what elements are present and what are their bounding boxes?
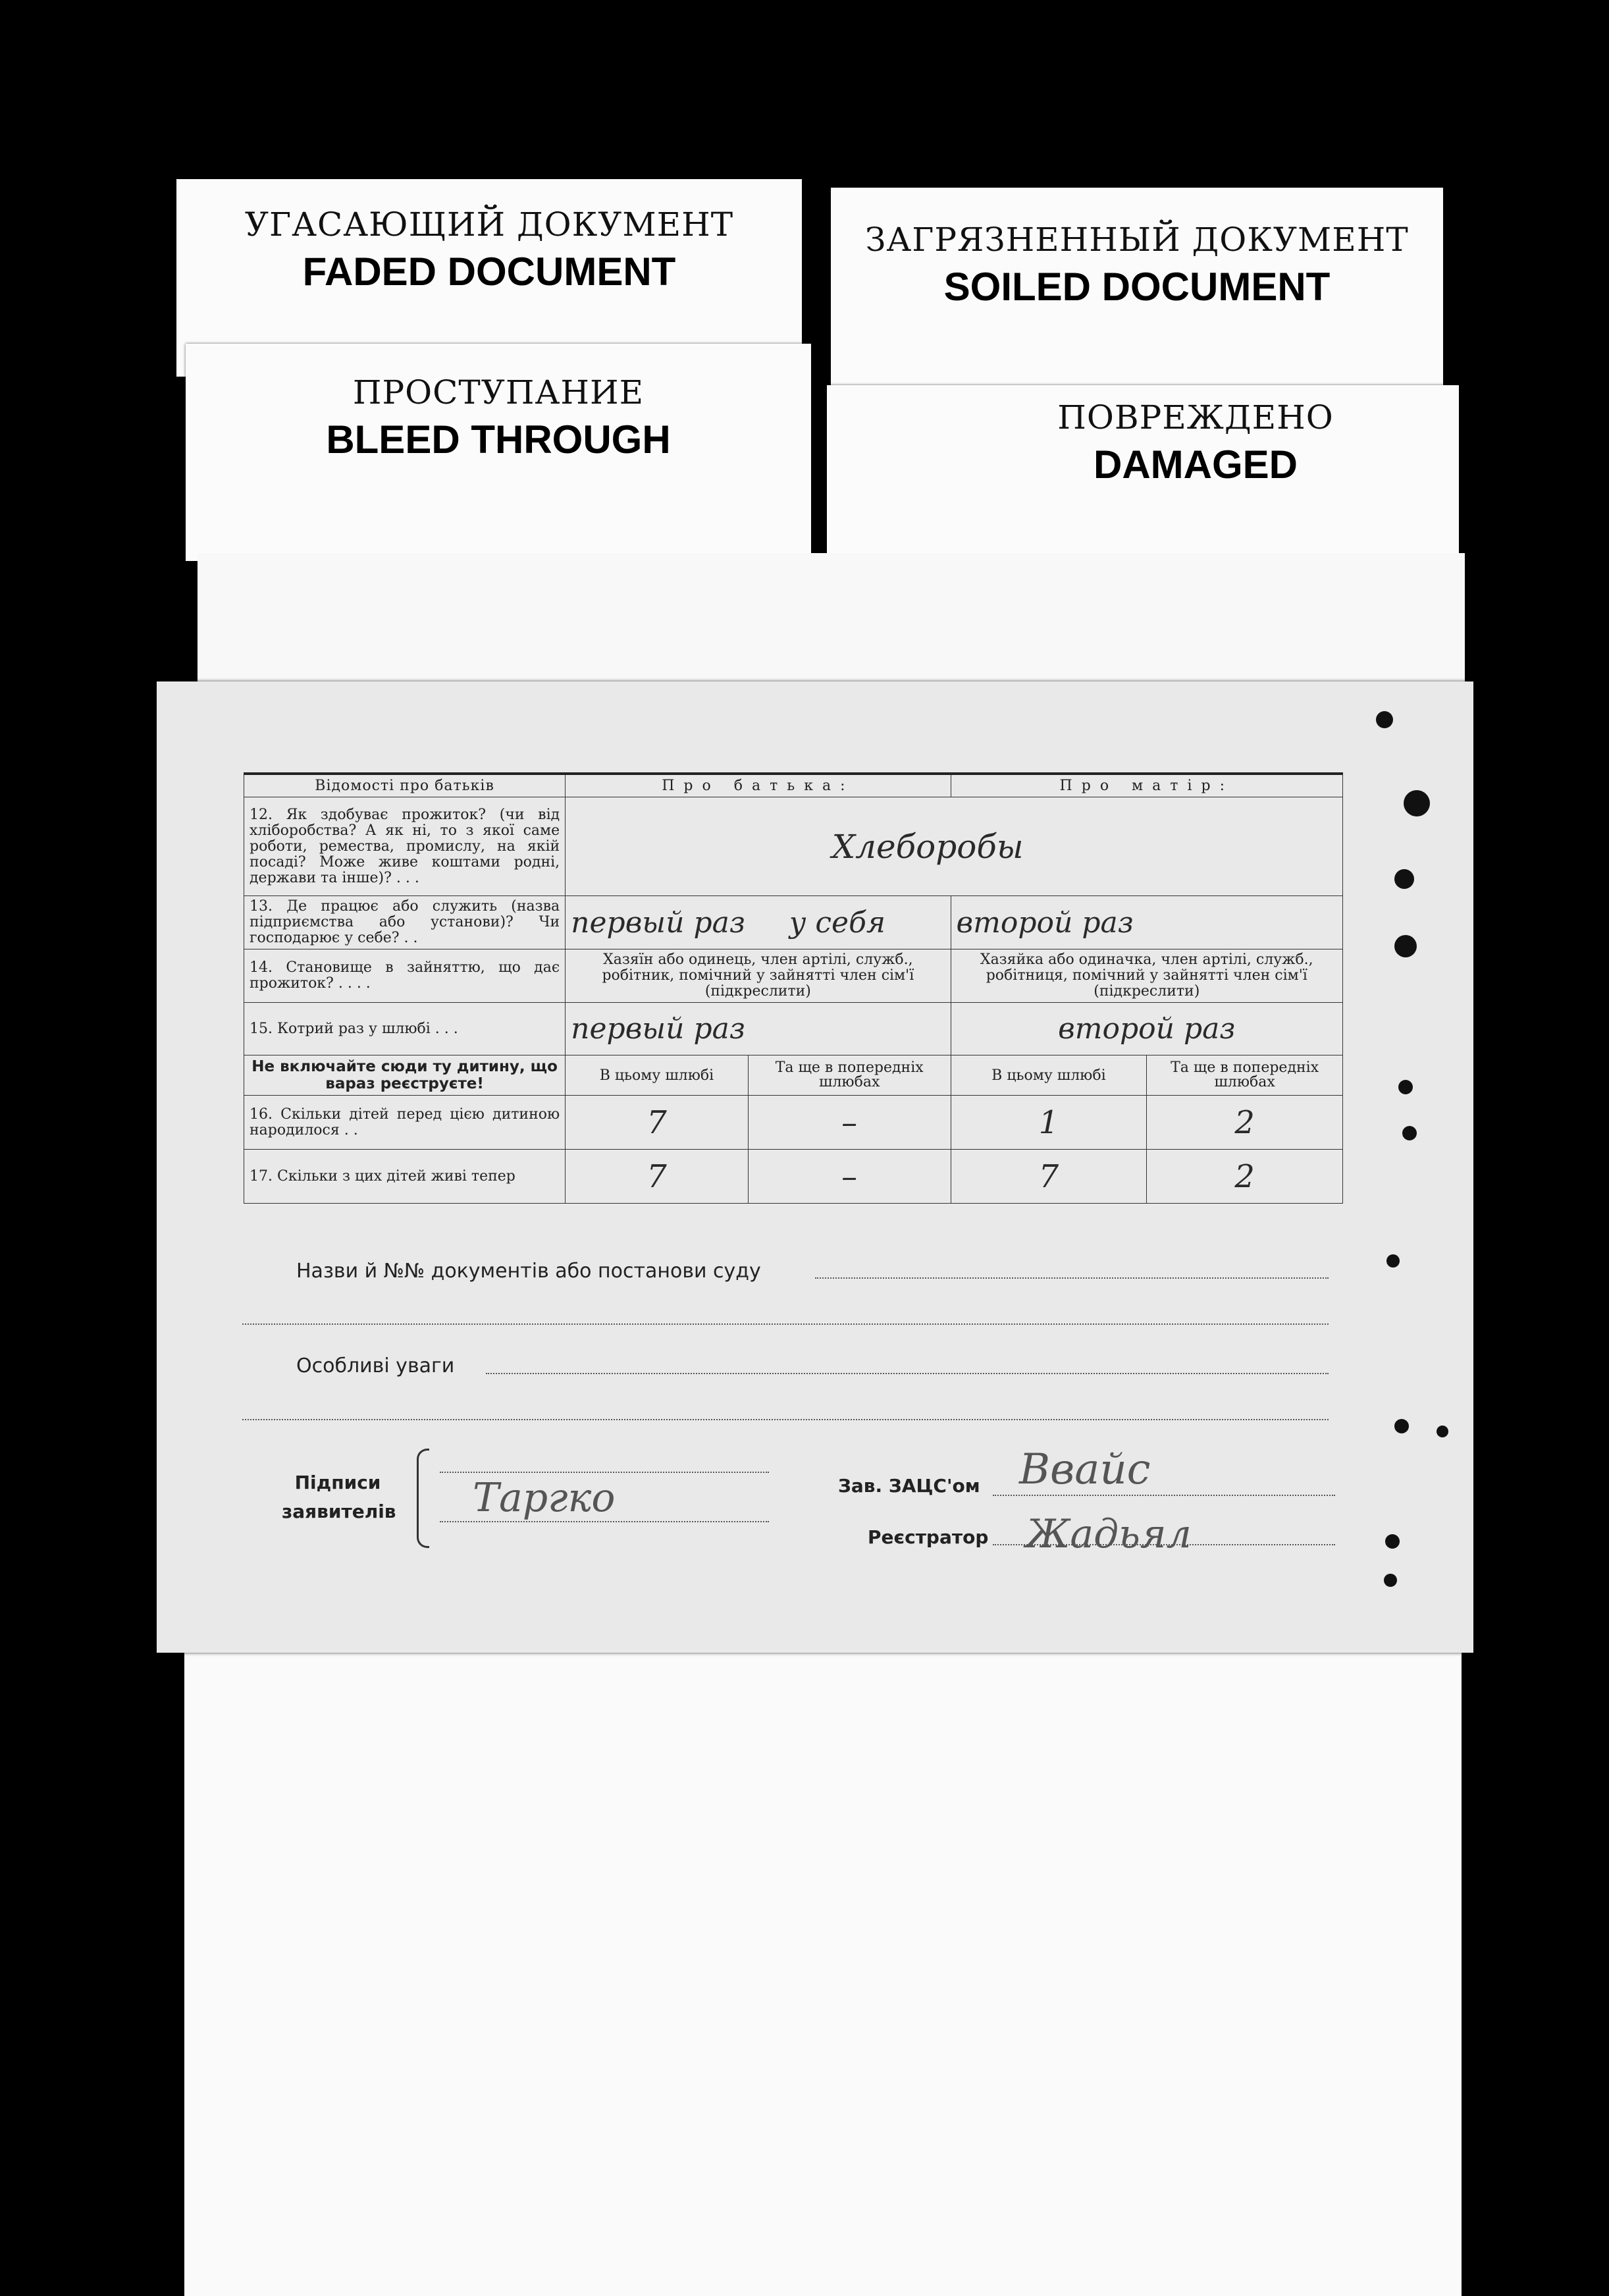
applicants-signature-label: Підписи заявителів (282, 1472, 396, 1522)
documents-line-2 (242, 1323, 1329, 1325)
applicant-sig-line-2 (440, 1521, 769, 1522)
q16-mother-this-value: 1 (1038, 1104, 1059, 1141)
answer-13-father-text: первый раз (571, 905, 745, 940)
q17-father-this-value: 7 (646, 1158, 667, 1195)
q16-mother-prev-value: 2 (1234, 1104, 1255, 1141)
q17-mother-prev (1147, 1150, 1343, 1204)
answer-14-father: Хазяїн або одинець, член артілі, служб., робітник, помічний у зайнятті член сім'ї (підкреслити) (566, 949, 951, 1003)
q17-mother-this (951, 1150, 1147, 1204)
damage-hole (1402, 1126, 1417, 1140)
answer-13-mid-text: у себя (789, 905, 886, 940)
damaged-label-en: DAMAGED (1094, 442, 1298, 487)
documents-label: Назви й №№ документів або постанови суду (296, 1260, 761, 1283)
bleed-label-ru: ПРОСТУПАНИЕ (352, 373, 645, 412)
answer-15-mother (951, 1003, 1342, 1055)
answer-15-father (566, 1003, 951, 1055)
question-17: 17. Скільки з цих дітей живі тепер (244, 1150, 566, 1204)
head-signature: Ввайс (1019, 1445, 1151, 1494)
children-col-mother-prev: Та ще в попередніх шлюбах (1147, 1055, 1343, 1096)
registration-form (157, 681, 1473, 1653)
children-col-father-prev: Та ще в попередніх шлюбах (748, 1055, 951, 1096)
children-note: Не включайте сюди ту дитину, що вараз реєструєте! (244, 1055, 566, 1096)
table-row (244, 949, 1343, 1003)
header-father: Про батька: (566, 774, 951, 797)
remarks-label: Особливі уваги (296, 1354, 455, 1377)
q17-father-this (566, 1150, 749, 1204)
registrar-signature: Жадьял (1026, 1511, 1192, 1557)
answer-13-father (566, 896, 951, 949)
question-12: 12. Як здобуває прожиток? (чи від хліборобства? А як ні, то з якої саме роботи, ремества, промислу, на якій посаді? Може живе коштами родні, держави та інше)? . . . (244, 797, 566, 896)
bleed-through-label (186, 344, 811, 561)
table-row (244, 1096, 1343, 1150)
answer-14-mother: Хазяйка або одиначка, член артілі, служб., робітниця, помічний у зайнятті член сім'ї (підкреслити) (951, 949, 1342, 1003)
question-13: 13. Де працює або служить (назва підприємства або установи)? Чи господарює у себе? . . (244, 896, 566, 949)
answer-12 (566, 797, 1343, 896)
damage-hole (1394, 869, 1414, 889)
header-parents-info: Відомості про батьків (244, 774, 566, 797)
q16-father-this (566, 1096, 749, 1150)
q16-father-prev (748, 1096, 951, 1150)
q16-mother-prev (1147, 1096, 1343, 1150)
damage-hole (1394, 1419, 1409, 1433)
q17-mother-this-value: 7 (1038, 1158, 1059, 1195)
damage-hole (1398, 1080, 1413, 1094)
question-14: 14. Становище в зайняттю, що дає прожиток? . . . . (244, 949, 566, 1003)
damaged-label-ru: ПОВРЕЖДЕНО (1057, 398, 1334, 437)
soiled-label-ru: ЗАГРЯЗНЕННЫЙ ДОКУМЕНТ (865, 221, 1409, 259)
q16-father-prev-value: – (841, 1104, 858, 1141)
answer-12-text: Хлеборобы (831, 827, 1024, 866)
question-16: 16. Скільки дітей перед цією дитиною народилося . . (244, 1096, 566, 1150)
damage-hole (1376, 711, 1393, 728)
table-row (244, 1150, 1343, 1204)
damage-hole (1437, 1426, 1448, 1437)
damage-hole (1386, 1254, 1400, 1268)
faded-label-ru: УГАСАЮЩИЙ ДОКУМЕНТ (244, 205, 734, 244)
registrar-label: Реєстратор (868, 1526, 989, 1548)
children-col-father-this: В цьому шлюбі (566, 1055, 749, 1096)
damage-hole (1385, 1534, 1400, 1549)
bleed-label-en: BLEED THROUGH (326, 417, 671, 462)
q16-father-this-value: 7 (646, 1104, 667, 1141)
faded-label-en: FADED DOCUMENT (302, 250, 676, 294)
table-row (244, 797, 1343, 896)
signature-bracket (417, 1449, 429, 1548)
documents-line-1 (815, 1277, 1329, 1279)
damage-hole (1404, 790, 1430, 816)
table-header-row (244, 774, 1343, 797)
damage-hole (1394, 935, 1417, 957)
table-row (244, 1003, 1343, 1055)
applicant-signature: Таргко (473, 1475, 616, 1521)
parents-info-table (244, 772, 1343, 1204)
soiled-label-en: SOILED DOCUMENT (943, 265, 1331, 309)
applicant-sig-line-1 (440, 1472, 769, 1473)
children-header-row (244, 1055, 1343, 1096)
question-15: 15. Котрий раз у шлюбі . . . (244, 1003, 566, 1055)
remarks-line-2 (242, 1419, 1329, 1420)
children-col-mother-this: В цьому шлюбі (951, 1055, 1147, 1096)
answer-13-mother-text: второй раз (956, 905, 1134, 940)
answer-15-mother-text: второй раз (1058, 1012, 1236, 1046)
soiled-document-label (831, 188, 1443, 398)
head-sig-line (993, 1495, 1335, 1496)
head-zags-label: Зав. ЗАЦС'ом (838, 1475, 980, 1497)
header-mother: Про матір: (951, 774, 1342, 797)
q17-father-prev (748, 1150, 951, 1204)
answer-13-mother (951, 896, 1342, 949)
backing-sheet (184, 1613, 1462, 2296)
damage-hole (1384, 1574, 1397, 1587)
q17-father-prev-value: – (841, 1158, 858, 1195)
q17-mother-prev-value: 2 (1234, 1158, 1255, 1195)
table-row (244, 896, 1343, 949)
q16-mother-this (951, 1096, 1147, 1150)
remarks-line-1 (486, 1373, 1329, 1374)
answer-15-father-text: первый раз (571, 1012, 745, 1046)
